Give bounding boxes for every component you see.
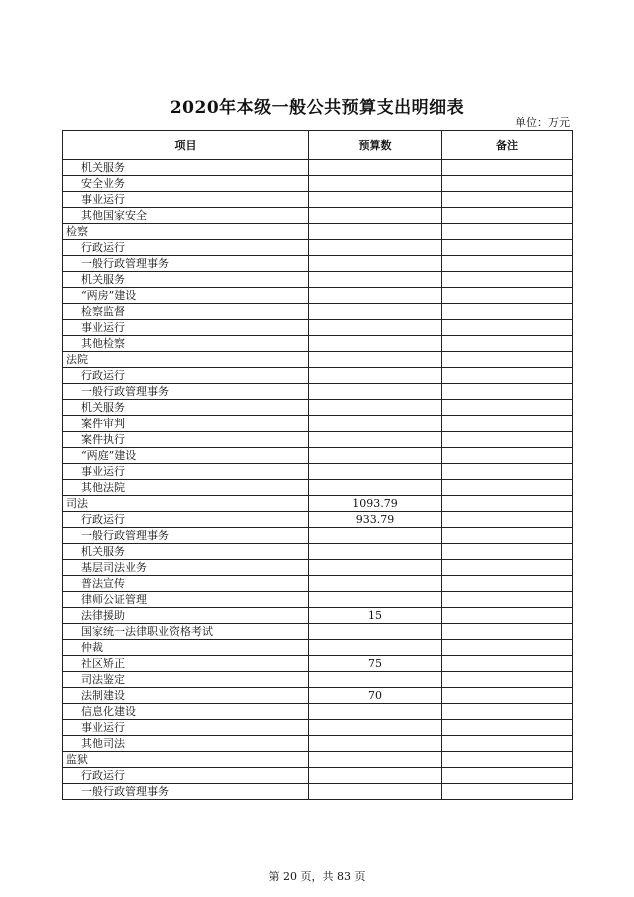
table-row — [63, 432, 573, 448]
row-note — [442, 576, 573, 592]
row-note — [442, 192, 573, 208]
row-item-name: 信息化建设 — [63, 704, 309, 720]
budget-table — [62, 130, 573, 800]
table-row — [63, 528, 573, 544]
row-item-name: 法制建设 — [63, 688, 309, 704]
row-budget-value — [309, 672, 442, 688]
table-row — [63, 448, 573, 464]
row-item-name: “两房”建设 — [63, 288, 309, 304]
row-note — [442, 352, 573, 368]
row-item-name: 机关服务 — [63, 400, 309, 416]
row-item-name: 一般行政管理事务 — [63, 384, 309, 400]
table-row — [63, 640, 573, 656]
row-note — [442, 752, 573, 768]
row-item-name: 机关服务 — [63, 160, 309, 176]
table-row — [63, 768, 573, 784]
row-budget-value — [309, 752, 442, 768]
table-row — [63, 720, 573, 736]
column-header-note: 备注 — [442, 131, 573, 160]
row-budget-value: 933.79 — [309, 512, 442, 528]
table-row — [63, 576, 573, 592]
row-item-name: 检察监督 — [63, 304, 309, 320]
table-row — [63, 544, 573, 560]
table-row — [63, 160, 573, 176]
row-budget-value — [309, 784, 442, 800]
row-note — [442, 720, 573, 736]
row-budget-value — [309, 352, 442, 368]
row-budget-value — [309, 384, 442, 400]
row-note — [442, 208, 573, 224]
row-note — [442, 688, 573, 704]
table-row — [63, 240, 573, 256]
table-row — [63, 624, 573, 640]
row-budget-value — [309, 560, 442, 576]
row-budget-value — [309, 592, 442, 608]
unit-label: 单位：万元 — [515, 116, 570, 129]
row-budget-value — [309, 464, 442, 480]
table-row — [63, 336, 573, 352]
row-note — [442, 544, 573, 560]
row-note — [442, 624, 573, 640]
row-note — [442, 704, 573, 720]
table-row — [63, 352, 573, 368]
row-item-name: 司法 — [63, 496, 309, 512]
table-row — [63, 192, 573, 208]
row-note — [442, 560, 573, 576]
row-item-name: 行政运行 — [63, 512, 309, 528]
row-item-name: 一般行政管理事务 — [63, 784, 309, 800]
row-budget-value — [309, 640, 442, 656]
row-budget-value: 75 — [309, 656, 442, 672]
row-item-name: 国家统一法律职业资格考试 — [63, 624, 309, 640]
table-header-row — [63, 131, 573, 160]
row-note — [442, 400, 573, 416]
row-note — [442, 768, 573, 784]
row-item-name: 行政运行 — [63, 768, 309, 784]
page-title: 2020年本级一般公共预算支出明细表 — [169, 98, 465, 118]
row-item-name: 事业运行 — [63, 192, 309, 208]
row-item-name: 机关服务 — [63, 544, 309, 560]
table-row — [63, 736, 573, 752]
row-item-name: 其他司法 — [63, 736, 309, 752]
row-note — [442, 432, 573, 448]
row-budget-value — [309, 304, 442, 320]
row-note — [442, 480, 573, 496]
row-note — [442, 384, 573, 400]
row-item-name: 检察 — [63, 224, 309, 240]
row-note — [442, 640, 573, 656]
table-row — [63, 416, 573, 432]
row-note — [442, 272, 573, 288]
table-row — [63, 608, 573, 624]
row-item-name: 法院 — [63, 352, 309, 368]
row-item-name: 司法鉴定 — [63, 672, 309, 688]
row-budget-value — [309, 336, 442, 352]
row-budget-value — [309, 320, 442, 336]
table-row — [63, 656, 573, 672]
table-row — [63, 752, 573, 768]
row-note — [442, 320, 573, 336]
row-budget-value — [309, 208, 442, 224]
row-item-name: 监狱 — [63, 752, 309, 768]
row-budget-value: 15 — [309, 608, 442, 624]
row-budget-value — [309, 400, 442, 416]
row-note — [442, 224, 573, 240]
row-budget-value: 1093.79 — [309, 496, 442, 512]
row-item-name: 一般行政管理事务 — [63, 528, 309, 544]
row-note — [442, 512, 573, 528]
table-row — [63, 784, 573, 800]
row-budget-value — [309, 256, 442, 272]
row-note — [442, 784, 573, 800]
row-budget-value — [309, 544, 442, 560]
table-row — [63, 464, 573, 480]
row-item-name: 基层司法业务 — [63, 560, 309, 576]
table-row — [63, 304, 573, 320]
row-item-name: 其他国家安全 — [63, 208, 309, 224]
row-note — [442, 528, 573, 544]
row-note — [442, 160, 573, 176]
row-item-name: 其他检察 — [63, 336, 309, 352]
table-row — [63, 368, 573, 384]
row-budget-value — [309, 736, 442, 752]
row-item-name: 案件审判 — [63, 416, 309, 432]
row-budget-value — [309, 288, 442, 304]
row-item-name: 安全业务 — [63, 176, 309, 192]
table-row — [63, 288, 573, 304]
row-budget-value — [309, 704, 442, 720]
column-header-budget: 预算数 — [309, 131, 442, 160]
table-row — [63, 496, 573, 512]
row-budget-value — [309, 720, 442, 736]
row-note — [442, 368, 573, 384]
row-item-name: 仲裁 — [63, 640, 309, 656]
page-footer: 第 20 页，共 83 页 — [268, 870, 366, 883]
row-item-name: 机关服务 — [63, 272, 309, 288]
row-item-name: 一般行政管理事务 — [63, 256, 309, 272]
table-row — [63, 256, 573, 272]
row-note — [442, 416, 573, 432]
row-budget-value — [309, 176, 442, 192]
table-row — [63, 592, 573, 608]
row-note — [442, 672, 573, 688]
table-row — [63, 224, 573, 240]
row-item-name: 行政运行 — [63, 240, 309, 256]
row-item-name: 其他法院 — [63, 480, 309, 496]
table-row — [63, 480, 573, 496]
row-note — [442, 240, 573, 256]
row-note — [442, 256, 573, 272]
row-item-name: 普法宣传 — [63, 576, 309, 592]
column-header-item: 项目 — [63, 131, 309, 160]
table-row — [63, 320, 573, 336]
table-row — [63, 688, 573, 704]
row-note — [442, 336, 573, 352]
row-note — [442, 448, 573, 464]
row-item-name: 律师公证管理 — [63, 592, 309, 608]
row-note — [442, 496, 573, 512]
row-note — [442, 464, 573, 480]
row-item-name: 法律援助 — [63, 608, 309, 624]
row-note — [442, 608, 573, 624]
row-budget-value — [309, 576, 442, 592]
row-item-name: 行政运行 — [63, 368, 309, 384]
row-note — [442, 176, 573, 192]
row-budget-value — [309, 368, 442, 384]
row-item-name: 事业运行 — [63, 320, 309, 336]
row-item-name: 事业运行 — [63, 464, 309, 480]
row-budget-value — [309, 224, 442, 240]
row-budget-value — [309, 768, 442, 784]
row-budget-value: 70 — [309, 688, 442, 704]
row-budget-value — [309, 624, 442, 640]
table-row — [63, 208, 573, 224]
table-row — [63, 672, 573, 688]
row-note — [442, 592, 573, 608]
row-budget-value — [309, 416, 442, 432]
row-note — [442, 304, 573, 320]
table-row — [63, 512, 573, 528]
row-note — [442, 736, 573, 752]
row-note — [442, 656, 573, 672]
table-row — [63, 384, 573, 400]
row-budget-value — [309, 432, 442, 448]
row-budget-value — [309, 272, 442, 288]
row-budget-value — [309, 192, 442, 208]
row-item-name: 案件执行 — [63, 432, 309, 448]
table-row — [63, 176, 573, 192]
row-note — [442, 288, 573, 304]
row-budget-value — [309, 160, 442, 176]
row-budget-value — [309, 240, 442, 256]
table-row — [63, 704, 573, 720]
row-budget-value — [309, 448, 442, 464]
table-row — [63, 400, 573, 416]
row-budget-value — [309, 480, 442, 496]
row-item-name: 事业运行 — [63, 720, 309, 736]
row-budget-value — [309, 528, 442, 544]
row-item-name: 社区矫正 — [63, 656, 309, 672]
table-row — [63, 272, 573, 288]
row-item-name: “两庭”建设 — [63, 448, 309, 464]
table-row — [63, 560, 573, 576]
